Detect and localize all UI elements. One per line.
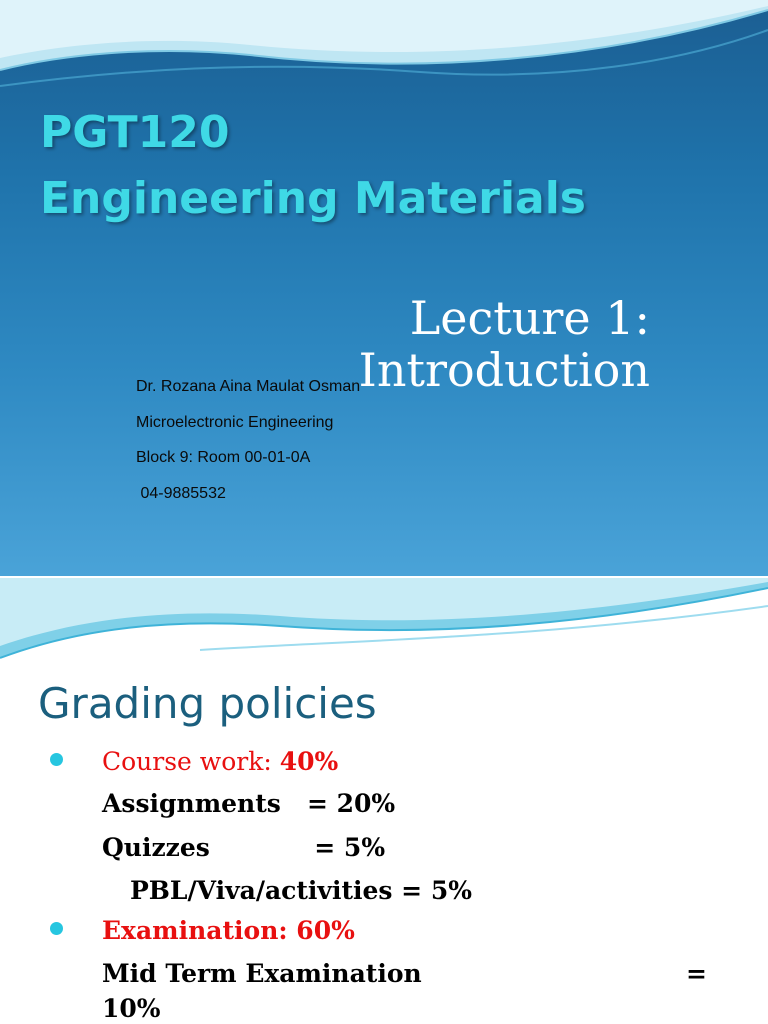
- lecture-topic: Introduction: [358, 343, 650, 397]
- lecture-subtitle: [359, 292, 650, 396]
- coursework-value: 40%: [279, 747, 339, 776]
- lecturer-contact: [136, 376, 360, 518]
- examination-line: Examination: 60%: [102, 916, 355, 945]
- pbl-line: PBL/Viva/activities = 5%: [130, 876, 472, 905]
- lecture-number: Lecture 1:: [409, 291, 650, 345]
- midterm-value: 10%: [102, 994, 161, 1023]
- decorative-wave: [0, 0, 768, 110]
- lecturer-phone: 04-9885532: [136, 484, 226, 502]
- midterm-equals: =: [686, 959, 707, 988]
- lecturer-department: Microelectronic Engineering: [136, 413, 334, 431]
- slide-title: [40, 100, 586, 232]
- midterm-label: Mid Term Examination: [102, 959, 422, 988]
- course-name: Engineering Materials: [40, 173, 586, 224]
- lecturer-office: Block 9: Room 00-01-0A: [136, 449, 311, 466]
- assignments-line: Assignments = 20%: [102, 789, 396, 818]
- bullet-icon: [50, 922, 63, 935]
- coursework-line: [102, 745, 338, 779]
- lecturer-name: Dr. Rozana Aina Maulat Osman: [136, 378, 361, 395]
- grading-slide: [0, 578, 768, 1024]
- bullet-icon: [50, 753, 63, 766]
- decorative-wave: [0, 578, 768, 668]
- slide-heading: Grading policies: [38, 679, 377, 728]
- quizzes-line: Quizzes = 5%: [102, 833, 386, 862]
- course-code: PGT120: [40, 107, 230, 158]
- coursework-label: Course work:: [102, 747, 280, 776]
